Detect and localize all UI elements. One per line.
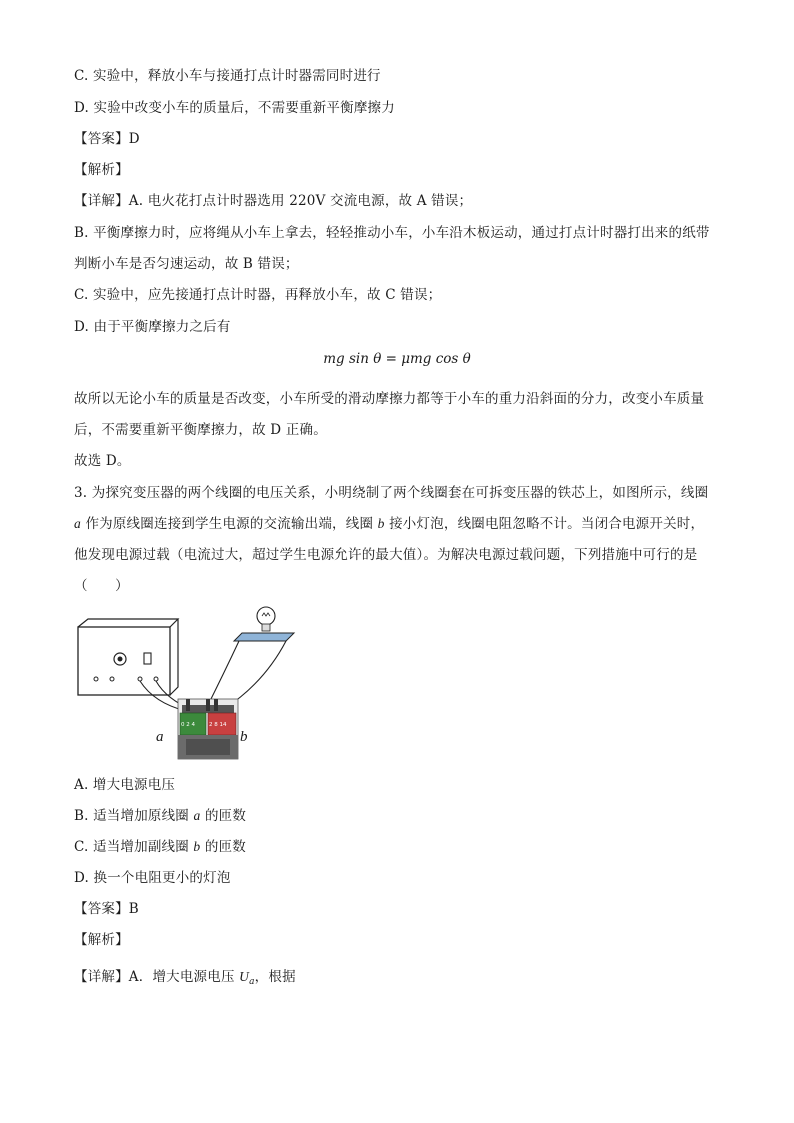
q3-option-c-pre: C. 适当增加副线圈	[74, 839, 194, 855]
coil-a-symbol: a	[74, 516, 81, 531]
q2-option-d: D. 实验中改变小车的质量后，不需要重新平衡摩擦力	[74, 100, 395, 116]
power-supply-side-edge	[170, 619, 178, 695]
q2-conclusion-line1: 故所以无论小车的质量是否改变，小车所受的滑动摩擦力都等于小车的重力沿斜面的分力，改变小车质量	[74, 391, 705, 407]
q3-stem-line2-part2: 接小灯泡，线圈电阻忽略不计。当闭合电源开关时，	[384, 516, 705, 532]
q3-detail-post: ，根据	[254, 969, 296, 985]
q3-stem-line4: （ ）	[74, 578, 129, 594]
q3-option-d: D. 换一个电阻更小的灯泡	[74, 870, 231, 886]
coil-a-terminal-labels: 0 2 4	[181, 722, 195, 728]
q2-detail-a: 【详解】A. 电火花打点计时器选用 220V 交流电源，故 A 错误；	[74, 193, 473, 209]
q2-detail-b-line1: B. 平衡摩擦力时，应将绳从小车上拿去，轻轻推动小车，小车沿木板运动，通过打点计时器打出来的纸带	[74, 225, 710, 241]
q3-option-c	[74, 838, 246, 856]
q3-stem-line2	[74, 515, 704, 533]
q3-analysis-title: 【解析】	[74, 932, 129, 948]
friction-balance-formula: mg sin θ = μmg cos θ	[323, 351, 471, 367]
q3-option-b-post: 的匝数	[200, 808, 247, 824]
voltage-symbol: U	[239, 969, 250, 984]
coil-b-label: b	[240, 729, 248, 745]
q2-answer: 【答案】D	[74, 131, 140, 147]
transformer-circuit-diagram	[74, 603, 304, 763]
q2-choose: 故选 D。	[74, 453, 131, 469]
q2-option-c: C. 实验中，释放小车与接通打点计时器需同时进行	[74, 68, 381, 84]
q3-option-b	[74, 807, 246, 825]
q3-option-b-var: a	[193, 808, 201, 823]
transformer-circuit-figure	[74, 603, 304, 763]
power-supply-top-edge	[78, 619, 178, 627]
q2-detail-d: D. 由于平衡摩擦力之后有	[74, 319, 231, 335]
detachable-transformer	[178, 699, 238, 759]
q3-detail-pre: 【详解】A．增大电源电压	[74, 969, 240, 985]
coil-b-symbol: b	[377, 516, 385, 531]
q2-detail-b-line2: 判断小车是否匀速运动，故 B 错误；	[74, 256, 299, 272]
q3-stem-line1: 3. 为探究变压器的两个线圈的电压关系，小明绕制了两个线圈套在可拆变压器的铁芯上，如图所示，线圈	[74, 485, 709, 501]
light-bulb-icon	[257, 607, 275, 631]
q3-answer: 【答案】B	[74, 901, 139, 917]
voltage-subscript: a	[249, 977, 255, 987]
coil-b-terminal-labels: 2 8 14	[209, 722, 227, 728]
bulb-base-plate	[234, 633, 294, 641]
voltage-knob-center	[118, 657, 123, 662]
q3-option-a: A. 增大电源电压	[74, 777, 176, 793]
q2-conclusion-line2: 后，不需要重新平衡摩擦力，故 D 正确。	[74, 422, 327, 438]
student-power-supply	[78, 627, 170, 695]
q3-option-c-var: b	[193, 839, 201, 854]
q2-analysis-title: 【解析】	[74, 162, 129, 178]
q3-option-b-pre: B. 适当增加原线圈	[74, 808, 194, 824]
q2-detail-c: C. 实验中，应先接通打点计时器，再释放小车，故 C 错误；	[74, 287, 442, 303]
q3-option-c-post: 的匝数	[200, 839, 246, 855]
q3-stem-line3: 他发现电源过载（电流过大，超过学生电源允许的最大值）。为解决电源过载问题，下列措施中可行的是	[74, 547, 698, 563]
q3-stem-line2-part1: 作为原线圈连接到学生电源的交流输出端，线圈	[80, 516, 378, 532]
coil-a-label: a	[156, 729, 164, 745]
q3-detail	[74, 968, 296, 991]
